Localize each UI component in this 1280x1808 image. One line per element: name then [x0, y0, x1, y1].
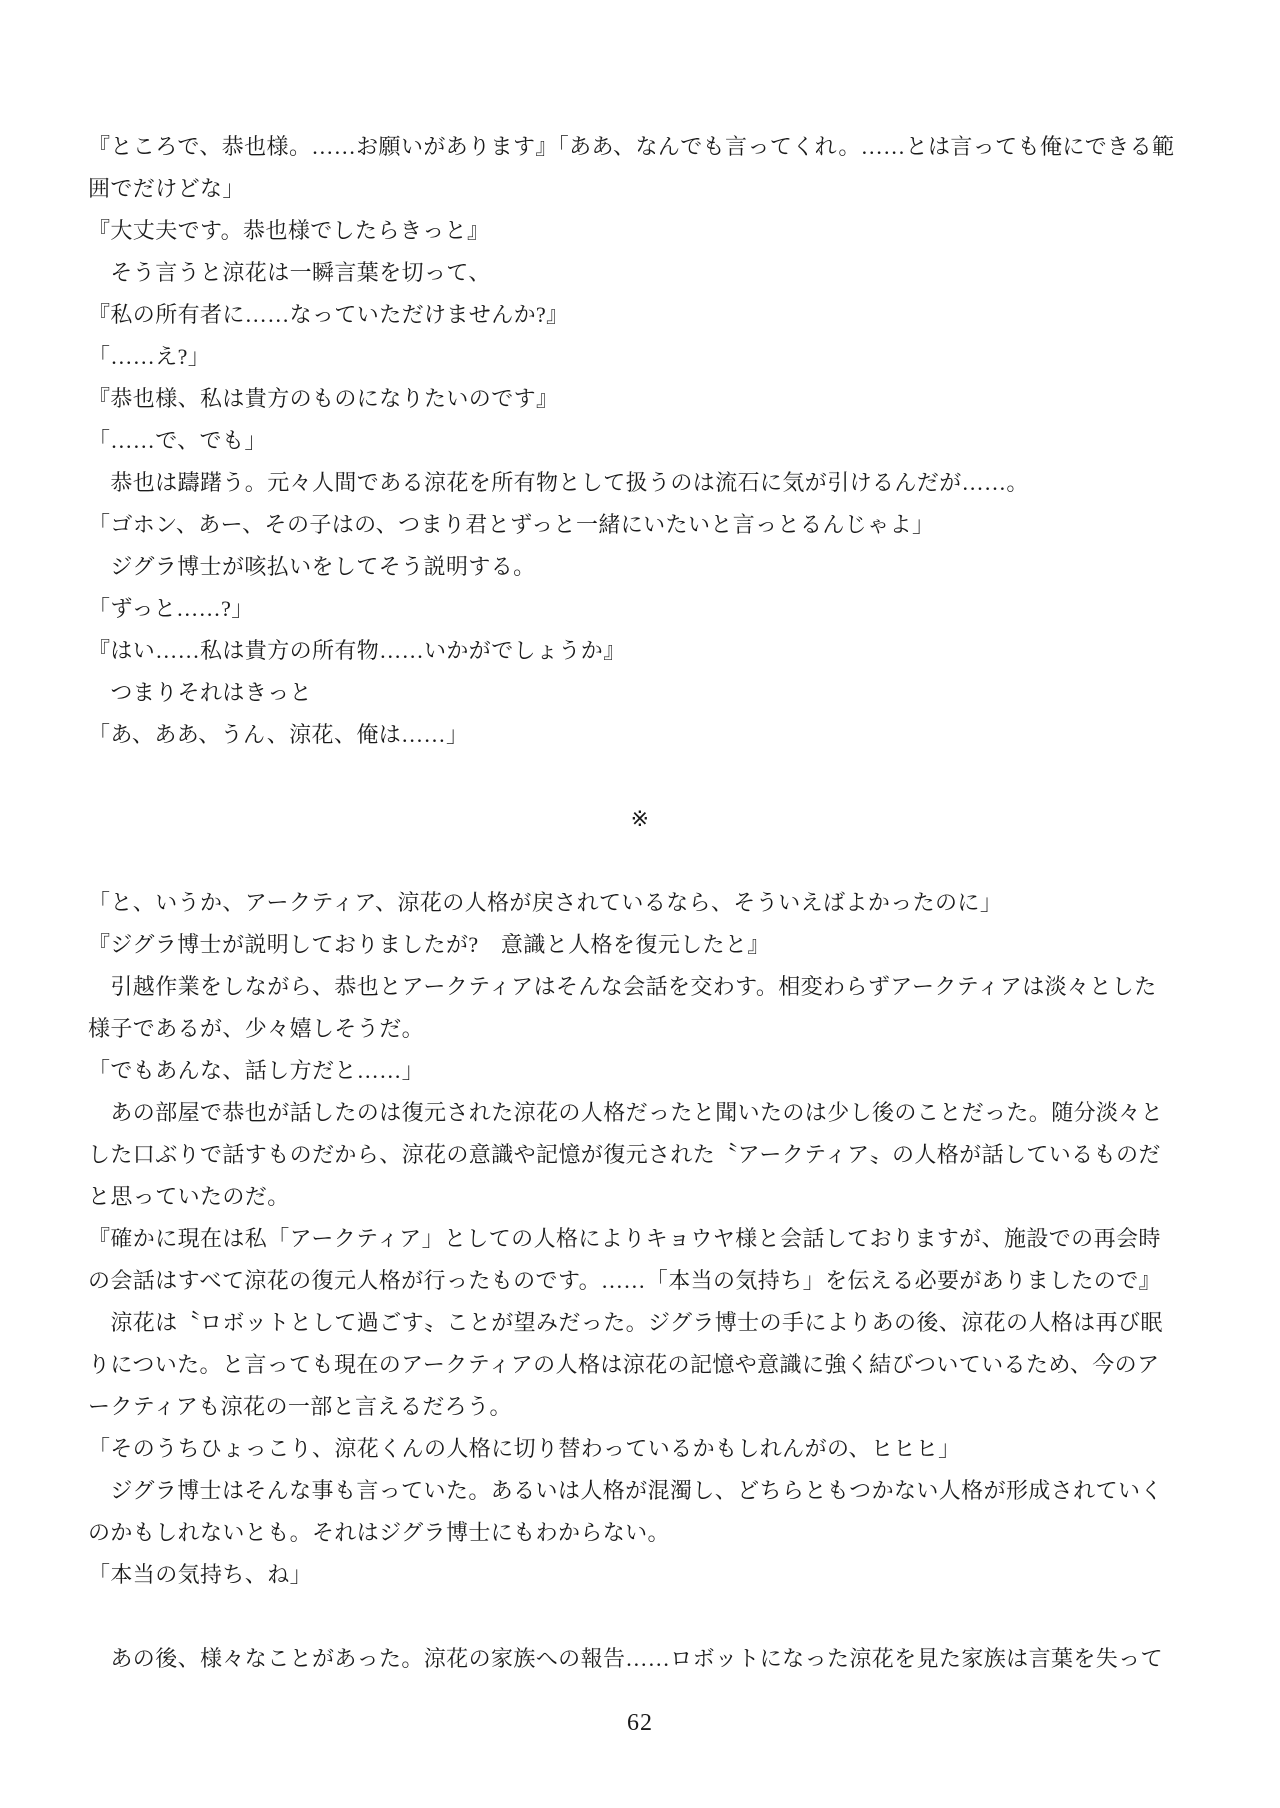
- text-line: ジグラ博士が咳払いをしてそう説明する。: [88, 554, 536, 579]
- text-line: と思っていたのだ。: [88, 1184, 290, 1209]
- text-line: 「でもあんな、話し方だと……」: [88, 1058, 425, 1083]
- text-line: 引越作業をしながら、恭也とアークティアはそんな会話を交わす。相変わらずアークティアは淡々とした: [88, 974, 1157, 999]
- text-line: 『私の所有者に……なっていただけませんか?』: [88, 302, 569, 327]
- text-line: りについた。と言っても現在のアークティアの人格は涼花の記憶や意識に強く結びついているため、今のア: [88, 1352, 1160, 1377]
- text-line: 『恭也様、私は貴方のものになりたいのです』: [88, 386, 559, 411]
- text-line: 「……で、でも」: [88, 428, 267, 453]
- text-line: つまりそれはきっと: [88, 680, 313, 705]
- text-line: 『ジグラ博士が説明しておりましたが? 意識と人格を復元したと』: [88, 932, 770, 957]
- text-line: 様子であるが、少々嬉しそうだ。: [88, 1016, 425, 1041]
- text-line: の会話はすべて涼花の復元人格が行ったものです。……「本当の気持ち」を伝える必要がありましたので』: [88, 1268, 1162, 1293]
- text-line: 「そのうちひょっこり、涼花くんの人格に切り替わっているかもしれんがの、ヒヒヒ」: [88, 1436, 961, 1461]
- text-line: 「ゴホン、あー、その子はの、つまり君とずっと一緒にいたいと言っとるんじゃよ」: [88, 512, 935, 537]
- text-line: 囲でだけどな」: [88, 176, 245, 201]
- text-line: ークティアも涼花の一部と言えるだろう。: [88, 1394, 512, 1419]
- text-line: 『はい……私は貴方の所有物……いかがでしょうか』: [88, 638, 626, 663]
- text-line: 「ずっと……?」: [88, 596, 254, 621]
- text-line: あの部屋で恭也が話したのは復元された涼花の人格だったと聞いたのは少し後のことだった。随分淡々と: [88, 1100, 1164, 1125]
- text-line: 「あ、ああ、うん、涼花、俺は……」: [88, 722, 469, 747]
- page-number: 62: [627, 1710, 653, 1736]
- text-line: 『大丈夫です。恭也様でしたらきっと』: [88, 218, 490, 243]
- text-content: [88, 126, 1192, 1744]
- text-line: 「……え?」: [88, 344, 211, 369]
- text-line: 恭也は躊躇う。元々人間である涼花を所有物として扱うのは流石に気が引けるんだが……。: [88, 470, 1029, 495]
- text-line: あの後、様々なことがあった。涼花の家族への報告……ロボットになった涼花を見た家族は言葉を失って: [88, 1646, 1163, 1671]
- text-line: 涼花は〝ロボットとして過ごす〟ことが望みだった。ジグラ博士の手によりあの後、涼花の人格は再び眠: [88, 1310, 1163, 1335]
- text-line: 『ところで、恭也様。……お願いがあります』「ああ、なんでも言ってくれ。……とは言っても俺にできる範: [88, 134, 1175, 159]
- text-line: のかもしれないとも。それはジグラ博士にもわからない。: [88, 1520, 670, 1545]
- text-line: した口ぶりで話すものだから、涼花の意識や記憶が復元された〝アークティア〟の人格が話しているものだ: [88, 1142, 1161, 1167]
- text-line: 「と、いうか、アークティア、涼花の人格が戻されているなら、そういえばよかったのに」: [88, 890, 1003, 915]
- section-divider: ※: [630, 806, 650, 831]
- text-line: 「本当の気持ち、ね」: [88, 1562, 313, 1587]
- text-line: そう言うと涼花は一瞬言葉を切って、: [88, 260, 491, 285]
- text-line: ジグラ博士はそんな事も言っていた。あるいは人格が混濁し、どちらともつかない人格が形成されていく: [88, 1478, 1163, 1503]
- text-line: 『確かに現在は私「アークティア」としての人格によりキョウヤ様と会話しておりますが、施設での再会時: [88, 1226, 1161, 1251]
